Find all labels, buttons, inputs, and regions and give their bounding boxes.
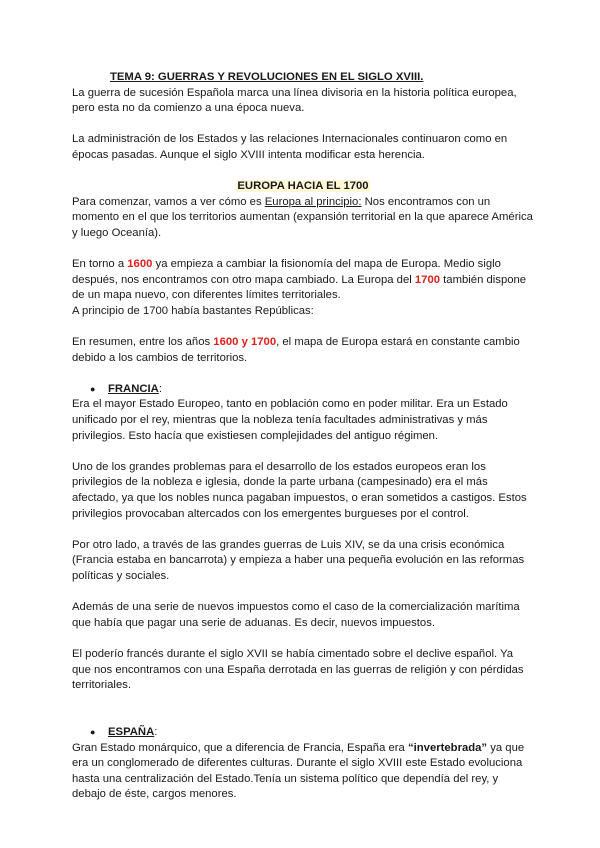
text-run: : [154,725,158,738]
francia-paragraph-2: Uno de los grandes problemas para el desarrollo de los estados europeos eran los privilegios de la nobleza e iglesia, donde la parte urbana (campesinado) era el más afectado, ya que los nobles nunca pagaban impuestos, o eran sometidos a castigos. Estos privilegios provocaban altercados con los emergentes burgueses por el control. [72,460,527,520]
bullet-francia [90,382,534,398]
europa-paragraph-2 [72,257,534,304]
europa-paragraph-1 [72,195,534,242]
francia-paragraph-1: Era el mayor Estado Europeo, tanto en población como en poder militar. Era un Estado unificado por el rey, mientras que la nobleza tenía facultades administrativas y más privilegios. Esto hacía que existiesen complejidades del antiguo régimen. [72,398,508,442]
europa-paragraph-3: A principio de 1700 había bastantes Repúblicas: [72,304,314,317]
bullet-heading: FRANCIA [108,382,159,395]
bullet-heading: ESPAÑA [108,725,155,738]
text-run: ya empieza a cambiar la fisionomía del mapa de Europa. Medio siglo después, nos encontramos con otro mapa cambiado. La Europa del [72,258,501,286]
intro-paragraph-2: La administración de los Estados y las relaciones Internacionales continuaron como en épocas pasadas. Aunque el siglo XVIII intenta modificar esta herencia. [72,133,508,161]
text-run: ya que era un conglomerado de diferentes culturas. Durante el siglo XVIII este Estado evoluciona hasta una centralización del Estado.Tenía un sistema político que dependía del rey, y debajo de éste, cargos menores. [72,741,525,801]
bullet-espana [90,725,534,741]
underlined-phrase: Europa al principio: [264,195,362,208]
text-run: , el mapa de Europa estará en constante cambio debido a los cambios de territorios. [72,336,520,364]
francia-paragraph-4: Además de una serie de nuevos impuestos como el caso de la comercialización marítima que había que pagar una serie de aduanas. Es decir, nuevos impuestos. [72,601,520,629]
document-page [72,70,534,803]
bullet-icon: ● [90,726,96,737]
espana-paragraph-1 [72,741,534,803]
francia-paragraph-3: Por otro lado, a través de las grandes guerras de Luis XIV, se da una crisis económica (Francia estaba en bancarrota) y empieza a haber una pequeña evolución en las reformas políticas y sociales. [72,538,525,582]
highlight-year: 1700 [414,273,441,286]
text-run: : [158,382,162,395]
text-run: también dispone de un mapa nuevo, con diferentes límites territoriales. [72,273,527,302]
text-run: Gran Estado monárquico, que a diferencia de Francia, España era [72,741,408,754]
highlight-years: 1600 y 1700 [213,336,277,349]
intro-paragraph-1: La guerra de sucesión Española marca una línea divisoria en la historia política europea, pero esta no da comienzo a una época nueva. [72,86,517,115]
europa-paragraph-4 [72,335,534,366]
section-title-europa [72,179,534,195]
document-title: TEMA 9: GUERRAS Y REVOLUCIONES EN EL SIGLO XVIII. [110,71,424,83]
francia-paragraph-5: El poderío francés durante el siglo XVII se había cimentado sobre el declive español. Ya que nos encontramos con una España derrotada en las guerras de religión y con pérdidas territoriales. [72,647,524,692]
section-title-text: EUROPA HACIA EL 1700 [237,180,369,193]
text-run: En torno a [72,258,128,271]
bold-term: “invertebrada” [407,741,488,754]
highlight-year: 1600 [127,258,153,271]
text-run: En resumen, entre los años [72,336,214,349]
text-run: Para comenzar, vamos a ver cómo es [72,195,265,208]
bullet-icon: ● [90,383,96,394]
text-run: Nos encontramos con un momento en el que los territorios aumentan (expansión territorial en la que aparece América y luego Oceanía). [72,195,533,239]
